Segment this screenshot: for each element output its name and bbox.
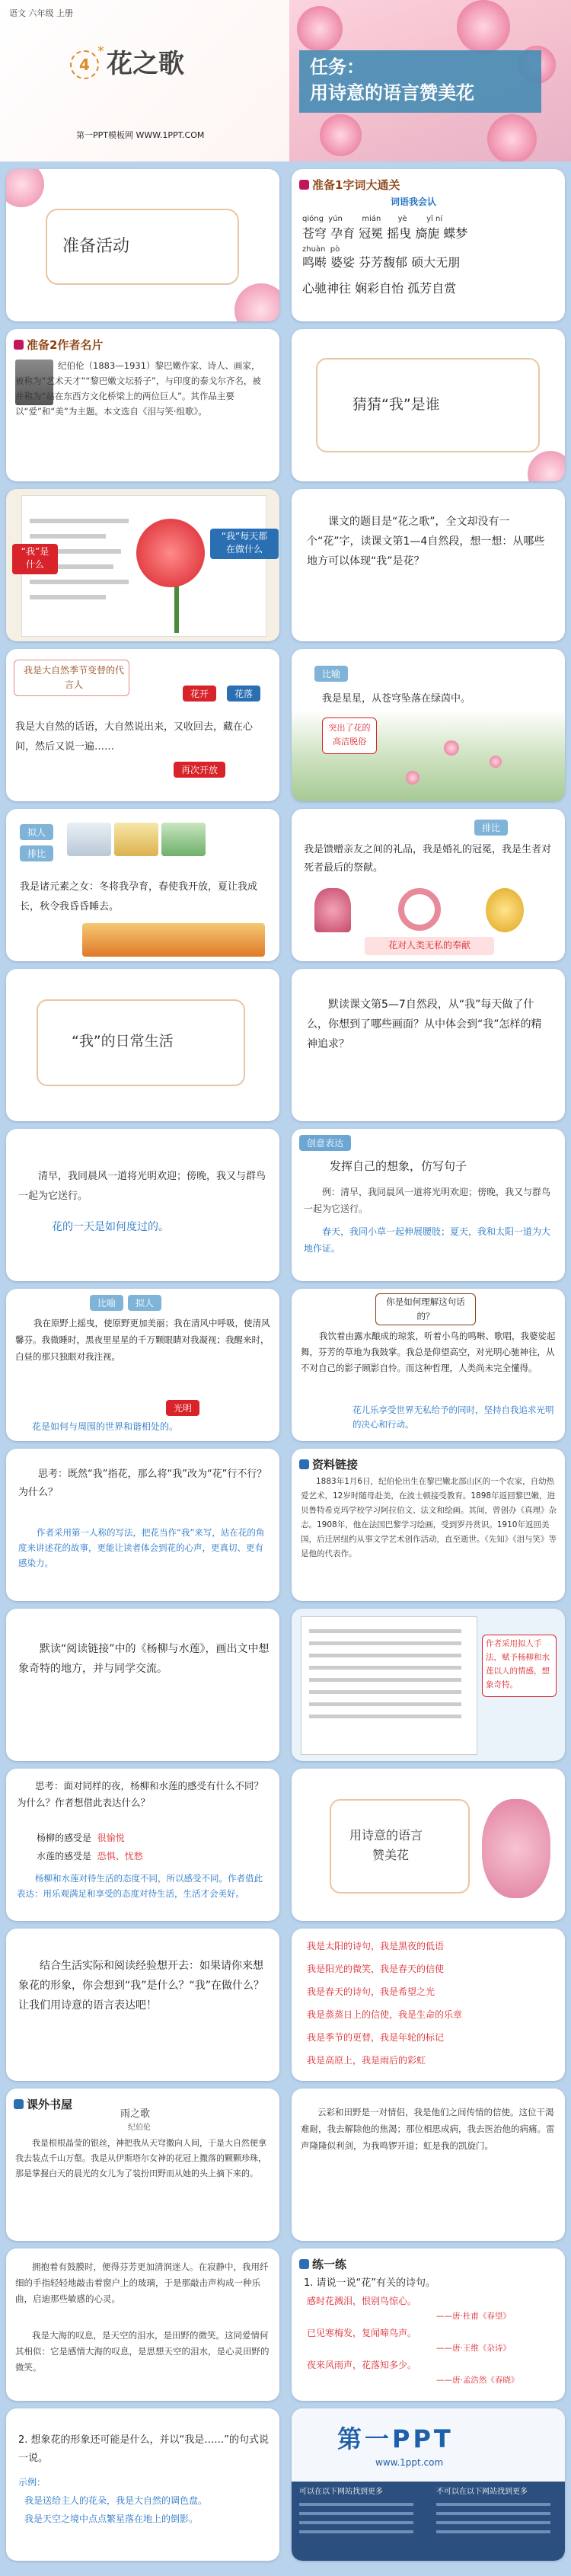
poem-source: ——唐·杜甫《春望》 [436,2312,511,2321]
slide-imitate [292,1129,565,1281]
winter-picture [67,823,111,856]
bullet-icon [299,2259,309,2269]
slide-practice-2 [6,2408,279,2561]
slide-header: 准备2作者名片 [14,337,103,353]
slide-rain-3 [6,2248,279,2401]
slide-understand [292,1289,565,1441]
vocab-row-2: 鸣啭 婆娑 芬芳馥郁 硕大无朋 [302,255,461,270]
quote-text: 我是大自然的话语，大自然说出来，又收回去，藏在心间，然后又说一遍…… [15,721,254,753]
pinyin-row: qióng yún mián yè yǐ ní [302,215,443,223]
slide-imagine [6,1929,279,2081]
slide-textbook [6,489,279,641]
bullet-icon [14,2099,24,2109]
example-label: 示例： [18,2477,46,2488]
reading-page [301,1616,477,1755]
slide-person [6,1449,279,1601]
cover-star: * [97,43,104,59]
slide-question-flower [292,489,565,641]
quote-text: 我是诸元素之女：冬将我孕育，春使我开放，夏让我成长，秋令我昏昏睡去。 [20,881,258,912]
slide-rain-2 [292,2089,565,2241]
slide-header: 准备1字词大通关 [299,177,400,193]
slide-title: 猜猜“我”是谁 [352,396,440,413]
cover-grade: 语文 六年级 上册 [9,8,73,18]
answer-text: 春天，我同小草一起伸展腰肢；夏天，我和太阳一道为大地作证。 [304,1226,551,1254]
question-box [14,660,129,696]
question-box [375,1293,476,1325]
sample-line: 我是春天的诗句，我是希望之光 [307,1986,435,1997]
tag-parallelism: 排比 [20,845,53,861]
slide-header: 课外书屋 [14,2096,72,2112]
lesson-number-badge: 4 [70,50,99,79]
slide-preparation [6,169,279,321]
slide-title: “我”的日常生活 [72,1033,174,1050]
note-box [482,1635,557,1697]
slide-compare [6,1769,279,1921]
bullet-icon [14,340,24,350]
poem-title: 雨之歌 [120,2108,151,2120]
sunflower-picture [486,888,524,932]
autumn-picture [82,923,265,957]
poem-line: 夜来风雨声，花落知多少。 [307,2360,417,2370]
slide-author [6,329,279,481]
slide-header: 资料链接 [299,1456,358,1472]
note-what-am-i: “我”是什么 [12,544,58,574]
slide-field [6,1289,279,1441]
task-text: 用诗意的语言赞美花 [310,82,474,104]
brand-logo: 第一PPT [337,2424,454,2453]
task-text: 结合生活实际和阅读经验想开去：如果请你来想象花的形象，你会想到“我”是什么？“我”在做什么？让我们用诗意的语言表达吧！ [18,1960,265,2012]
slide-header: 练一练 [299,2256,346,2272]
tag-personification: 拟人 [128,1295,161,1311]
cover-title: 花之歌 [107,49,184,79]
answer-text: 作者采用第一人称的写法，把花当作“我”来写，站在花的角度来讲述花的故事，更能让读者体会到花的心声，更真切、更有感染力。 [18,1527,265,1568]
poem-text: 我是根根晶莹的银丝，神把我从天穹撒向人间，于是大自然便拿我去装点千山万壑。我是从伊斯塔尔女神的花冠上撒落的颗颗珍珠，那是掌握白天的晨光的女儿为了装扮田野而从她的头上摘下来的。 [15,2138,266,2178]
quote-text: 我是馈赠亲友之间的礼品，我是婚礼的冠冕，我是生者对死者最后的祭献。 [304,844,552,874]
slide-bookshelf [6,2089,279,2241]
tag-metaphor: 比喻 [90,1295,123,1311]
question-text: 思考：面对同样的夜，杨柳和水莲的感受有什么不同？为什么？作者想借此表达什么？ [17,1780,264,1808]
question-text: 思考：既然“我”指花，那么将“我”改为“花”行不行？为什么？ [18,1469,267,1498]
note-box [322,718,377,754]
task-text: 默读“阅读链接”中的《杨柳与水莲》，画出文中想象奇特的地方，并与同学交流。 [18,1643,270,1675]
tag-rebloom: 再次开放 [174,762,225,778]
tag-parallelism: 排比 [474,820,508,836]
slide-guess [292,329,565,481]
link-column-right: 不可以在以下网站找到更多 [436,2488,528,2496]
note-text: 花是如何与周围的世界和谐相处的。 [32,1421,179,1432]
question-text: 我是大自然季节变替的代言人 [23,665,124,690]
wreath-picture [398,888,441,931]
slide-resource [292,1449,565,1601]
textbook-page [21,495,266,637]
summer-picture [161,823,206,856]
vocab-subtitle: 词语我会认 [391,197,437,207]
tag-bloom: 花开 [183,686,216,702]
quote-text: 我是星星，从苍穹坠落在绿茵中。 [322,693,471,705]
slide-title: 发挥自己的想象，仿写句子 [330,1159,467,1173]
slide-metaphor-star [292,649,565,801]
spring-picture [114,823,158,856]
slide-willow-reading [292,1609,565,1761]
note-text: 突出了花的高洁脱俗 [328,723,371,746]
title-frame [46,209,239,285]
title-frame [316,358,540,452]
question-text: 课文的题目是“花之歌”，全文却没有一个“花”字，读课文第1—4自然段，想一想：从哪些地方可以体现“我”是花？ [307,516,545,567]
poem-text: 拥抱着有鼓膜时，便得芬芳更加清润迷人。在寂静中，我用纤细的手指轻轻地敲击着窗户上的玻璃，于是那敲击声构成一种乐曲，启迪那些敏感的心灵。 [15,2261,269,2304]
sample-line: 我是阳光的微笑，我是春天的信使 [307,1964,445,1974]
slide-brand [292,2408,565,2561]
bullet-icon [299,1459,309,1469]
slide-willow [6,1609,279,1761]
quote-text: 清早，我同晨风一道将光明欢迎；傍晚，我又与群鸟一起为它送行。 [18,1171,266,1202]
tag-metaphor: 比喻 [314,666,348,682]
slide-title-line-2: 赞美花 [372,1848,410,1862]
poem-line: 已见寒梅发，复闻啼鸟声。 [307,2328,417,2338]
example-line: 我是送给主人的花朵，我是大自然的调色盘。 [24,2495,208,2506]
lotus-feeling: 水莲的感受是 恐惧、忧愁 [37,1851,143,1862]
resource-text: 1883年1月6日，纪伯伦出生在黎巴嫩北部山区的一个农家，自幼热爱艺术，12岁时随母赴美，在波士顿接受教育。1898年返回黎巴嫩，进贝鲁特希克玛学校学习阿拉伯文、法文和绘画。其间，曾创办《真理》杂志。1908年，他在法国巴黎学习绘画，受到罗丹赏识。1910年返回美国，后迁居纽约从事文学艺术创作活动，直至逝世。《先知》《泪与笑》等是他的代表作。 [301,1477,557,1558]
question-text: 1. 请说一说“花”有关的诗句。 [304,2277,436,2289]
slide-title-line-1: 用诗意的语言 [349,1828,423,1843]
bullet-icon [299,180,309,190]
example-text: 例：清早，我同晨风一道将光明欢迎；傍晚，我又与群鸟一起为它送行。 [304,1187,551,1214]
author-bio: 纪伯伦（1883—1931）黎巴嫩作家、诗人、画家，被称为“艺术天才”“黎巴嫩文坛骄子”，与印度的泰戈尔齐名，被并称为“站在东西方文化桥梁上的两位巨人”。其作品主要以“爱”和“美”为主题。本文选自《泪与笑·组歌》。 [15,360,261,417]
vocab-row-3: 心驰神往 娴彩自怡 孤芳自赏 [302,281,457,296]
tag-light: 光明 [166,1400,199,1416]
vocab-row-1: 苍穹 孕育 冠冕 摇曳 旖旎 蝶梦 [302,226,468,241]
link-panel [292,2482,565,2561]
tag-creative: 创意表达 [299,1135,351,1151]
quote-text: 我饮着由露水酿成的琼浆，听着小鸟的鸣啭、歌唱，我婆娑起舞，芬芳的草地为我鼓掌。我总是仰望高空，对光明心驰神往，从不对自己的影子顾影自怜。而这种哲理，人类尚未完全懂得。 [301,1331,556,1373]
poem-author: 纪伯伦 [128,2124,151,2132]
slide-title: 准备活动 [62,237,130,256]
title-frame [330,1799,470,1894]
note-text: 花儿乐享受世界无私给予的同时，坚持自我追求光明的决心和行动。 [352,1405,554,1430]
question-text: 默读课文第5—7自然段，从“我”每天做了什么，你想到了哪些画面？从中体会到“我”怎样的精神追求？ [307,999,542,1050]
cover-slide [0,0,571,161]
sample-line: 我是高原上，我是雨后的彩虹 [307,2055,426,2066]
poem-text-2: 我是大海的叹息，是天空的泪水，是田野的微笑。这同爱情何其相似：它是感情大海的叹息，是思想天空的泪水，是心灵田野的微笑。 [15,2330,270,2373]
caption-box [365,937,494,955]
sample-line: 我是太阳的诗句，我是黑夜的低语 [307,1941,445,1951]
caption-text: 花对人类无私的奉献 [388,940,471,951]
note-daily: “我”每天都在做什么 [210,529,279,559]
tag-personification: 拟人 [20,824,53,840]
task-banner [299,50,541,113]
slide-morning [6,1129,279,1281]
slide-vocabulary [292,169,565,321]
title-frame [37,999,245,1086]
question-text: 2. 想象花的形象还可能是什么，并以“我是……”的句式说一说。 [18,2434,270,2464]
cover-site: 第一PPT模板网 WWW.1PPT.COM [76,130,205,140]
link-column-left: 可以在以下网站找到更多 [299,2488,383,2496]
slide-gift [292,809,565,961]
brand-site[interactable]: www.1ppt.com [375,2457,444,2468]
slide-practice [292,2248,565,2401]
note-text: 作者采用拟人手法，赋予杨柳和水莲以人的情感，想象奇特。 [486,1639,550,1689]
task-label: 任务： [310,56,365,78]
slide-praise-title [292,1769,565,1921]
tag-wither: 花落 [227,686,260,702]
bouquet-picture [314,888,351,932]
slide-seasons [6,809,279,961]
slide-samples [292,1929,565,2081]
sample-line: 我是蒸蒸日上的信使，我是生命的乐章 [307,2009,463,2020]
poem-line: 感时花溅泪，恨别鸟惊心。 [307,2296,417,2306]
note-text: 花的一天是如何度过的。 [52,1221,169,1233]
sample-line: 我是季节的更替，我是年轮的标记 [307,2032,445,2043]
example-line: 我是天空之境中点点繁星落在地上的倒影。 [24,2514,199,2524]
pinyin-row-2: zhuàn pò [302,245,340,254]
slide-question-daily [292,969,565,1121]
poem-source: ——唐·孟浩然《春晓》 [436,2376,519,2385]
willow-feeling: 杨柳的感受是 很愉悦 [37,1833,125,1843]
question-text: 你是如何理解这句话的？ [386,1296,465,1322]
poem-text: 云彩和田野是一对情侣，我是他们之间传情的信使。这位干渴难耐，我去解除他的焦渴；那位相思成病，我去医治他的病痛。雷声隆隆似利剑，为我鸣锣开道；虹是我的凯旋门。 [301,2107,555,2151]
quote-text: 我在原野上摇曳，使原野更加美丽；我在清风中呼吸，使清风馨芬。我微睡时，黑夜里星星的千万颗眼睛对我凝视；我醒来时，白昼的那只独眼对我注视。 [15,1318,270,1362]
slide-season [6,649,279,801]
poem-source: ——唐·王维《杂诗》 [436,2344,511,2353]
answer-text: 杨柳和水莲对待生活的态度不同，所以感受不同。作者借此表达：用乐观满足和享受的态度对待生活，生活才会美好。 [17,1873,263,1899]
slide-daily-life [6,969,279,1121]
